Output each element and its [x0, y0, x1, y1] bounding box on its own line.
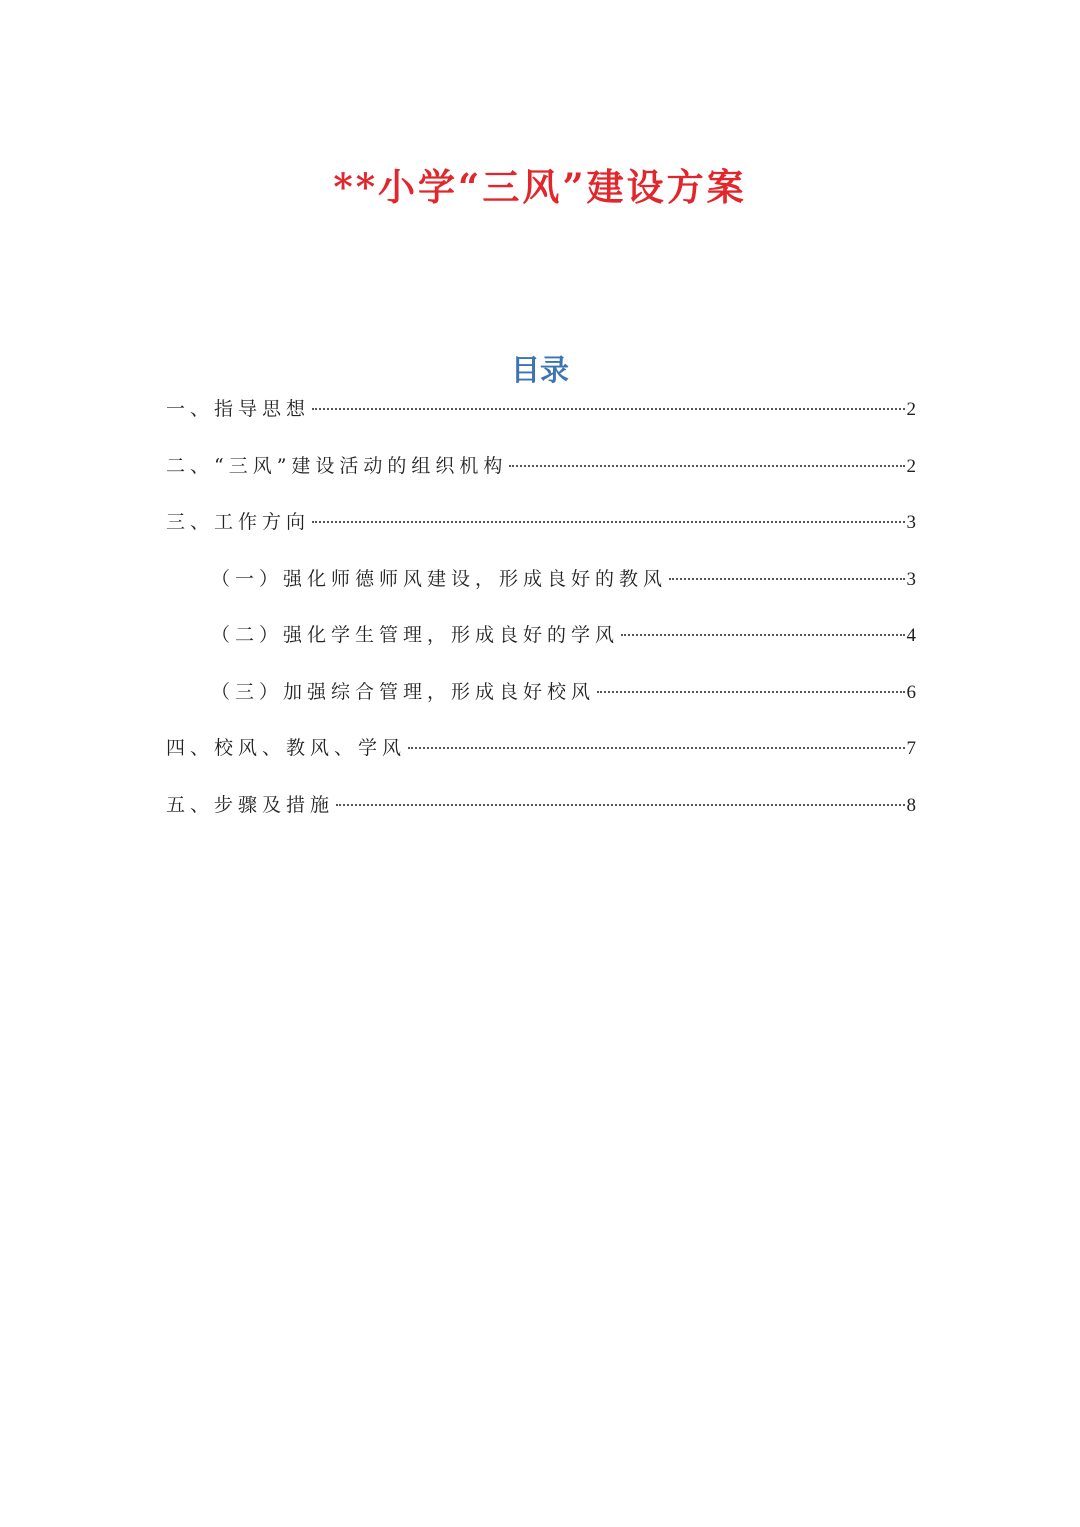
toc-entry[interactable]: [166, 563, 916, 620]
toc-entry-text: 二、“三风”建设活动的组织机构: [166, 454, 508, 477]
toc-page-number: 2: [906, 455, 916, 477]
toc-entry-text: 三、工作方向: [166, 511, 311, 533]
toc-entry[interactable]: [166, 789, 916, 846]
table-of-contents: [166, 393, 916, 845]
toc-dot-leader: [336, 804, 904, 806]
toc-page-number: 3: [906, 568, 916, 590]
toc-entry[interactable]: [166, 450, 916, 507]
toc-heading: 目录: [510, 353, 569, 388]
toc-page-number: 4: [906, 625, 916, 646]
toc-entry[interactable]: [166, 619, 916, 676]
toc-entry-text: 五、步骤及措施: [166, 793, 335, 816]
toc-page-number: 8: [906, 794, 916, 816]
toc-entry[interactable]: [166, 393, 916, 450]
toc-dot-leader: [312, 408, 904, 410]
toc-page-number: 6: [906, 681, 916, 703]
toc-dot-leader: [312, 521, 904, 523]
toc-entry[interactable]: [166, 676, 916, 733]
toc-entry-text: （一）强化师德师风建设，形成良好的教风: [211, 567, 668, 590]
toc-entry-text: 一、指导思想: [166, 398, 311, 420]
toc-dot-leader: [408, 747, 904, 749]
toc-dot-leader: [621, 634, 904, 636]
toc-entry[interactable]: [166, 732, 916, 789]
toc-entry-text: （三）加强综合管理，形成良好校风: [211, 680, 596, 703]
toc-dot-leader: [669, 578, 904, 580]
toc-page-number: 2: [906, 399, 916, 420]
toc-page-number: 3: [906, 512, 916, 533]
toc-entry[interactable]: [166, 506, 916, 563]
toc-dot-leader: [509, 465, 904, 467]
toc-entry-text: （二）强化学生管理，形成良好的学风: [211, 624, 620, 646]
toc-page-number: 7: [906, 738, 916, 759]
toc-dot-leader: [597, 691, 904, 693]
document-title: **小学“三风”建设方案: [333, 164, 747, 209]
toc-entry-text: 四、校风、教风、学风: [166, 737, 407, 759]
